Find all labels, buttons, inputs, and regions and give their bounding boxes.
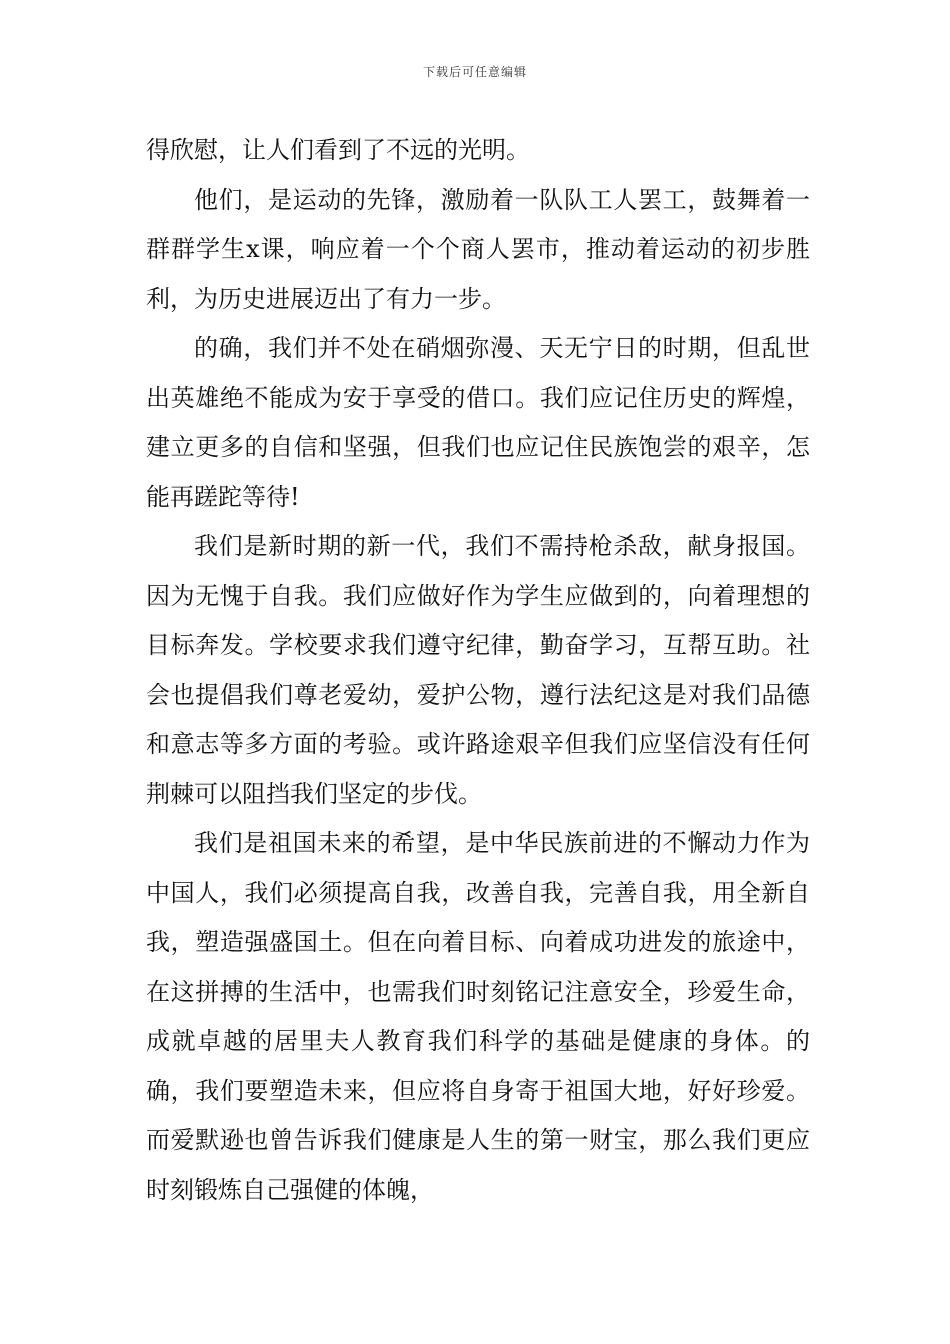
document-body [146, 126, 810, 1215]
paragraph-5: 我们是祖国未来的希望，是中华民族前进的不懈动力作为中国人，我们必须提高自我，改善自我，完善自我，用全新自我，塑造强盛国土。但在向着目标、向着成功进发的旅途中，在这拼搏的生活中，也需我们时刻铭记注意安全，珍爱生命，成就卓越的居里夫人教育我们科学的基础是健康的身体。的确，我们要塑造未来，但应将自身寄于祖国大地，好好珍爱。而爱默逊也曾告诉我们健康是人生的第一财宝，那么我们更应时刻锻炼自己强健的体魄， [146, 829, 810, 1204]
paragraph-3: 的确，我们并不处在硝烟弥漫、天无宁日的时期，但乱世出英雄绝不能成为安于享受的借口。我们应记住历史的辉煌，建立更多的自信和坚强，但我们也应记住民族饱尝的艰辛，怎能再蹉跎等待! [146, 334, 810, 511]
paragraph-1: 得欣慰，让人们看到了不远的光明。 [146, 136, 530, 164]
paragraph-2: 他们，是运动的先锋，激励着一队队工人罢工，鼓舞着一群群学生x课，响应着一个个商人罢市，推动着运动的初步胜利，为历史进展迈出了有力一步。 [146, 185, 810, 313]
page-header: 下载后可任意编辑 [422, 65, 527, 79]
paragraph-4: 我们是新时期的新一代，我们不需持枪杀敌，献身报国。因为无愧于自我。我们应做好作为学生应做到的，向着理想的目标奔发。学校要求我们遵守纪律，勤奋学习，互帮互助。社会也提倡我们尊老爱幼，爱护公物，遵行法纪这是对我们品德和意志等多方面的考验。或许路途艰辛但我们应坚信没有任何荆棘可以阻挡我们坚定的步伐。 [146, 532, 810, 808]
